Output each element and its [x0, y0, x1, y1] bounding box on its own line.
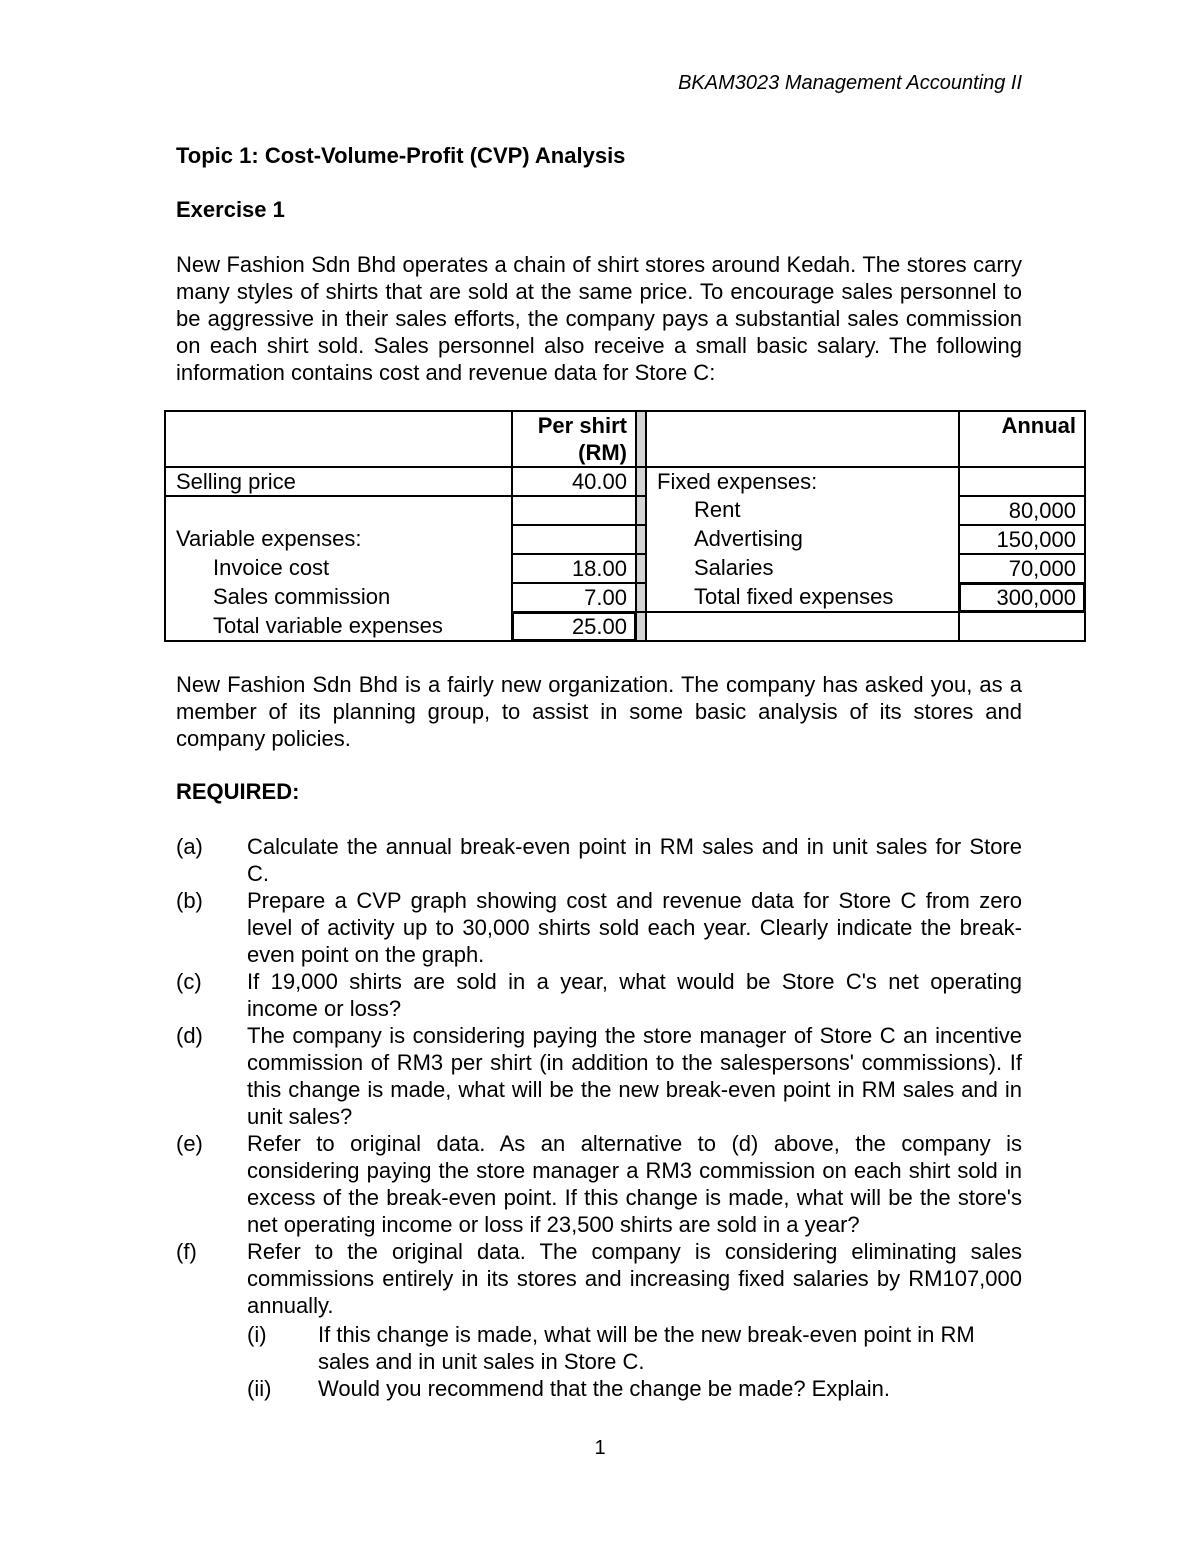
subquestion-label: (i): [247, 1322, 267, 1347]
subquestion-label: (ii): [247, 1376, 272, 1401]
question-text: Refer to original data. As an alternative to (d) above, the company is considering paying the store manager a RM3 commission on each shirt sold in excess of the break-even point. If this change is made, what will be the store's net operating income or loss if 23,500 shirts are sold in a year?: [247, 1131, 1022, 1237]
row-label: Total fixed expenses: [646, 583, 959, 612]
annual-value: [959, 467, 1085, 496]
context-paragraph: New Fashion Sdn Bhd is a fairly new organization. The company has asked you, as a member of its planning group, to assist in some basic analysis of its stores and company policies.: [176, 672, 1022, 751]
per-shirt-value: 25.00: [512, 612, 636, 641]
question-label: (f): [176, 1239, 197, 1264]
annual-header: Annual: [959, 411, 1085, 467]
question-text: Prepare a CVP graph showing cost and revenue data for Store C from zero level of activity up to 30,000 shirts sold each year. Clearly indicate the break-even point on the graph.: [247, 888, 1022, 967]
table-cell: [165, 411, 512, 467]
row-label: Rent: [646, 496, 959, 525]
row-label: Invoice cost: [165, 554, 512, 583]
row-label: [646, 612, 959, 641]
row-label: [165, 496, 512, 525]
required-heading: REQUIRED:: [176, 779, 300, 804]
row-label: Selling price: [165, 467, 512, 496]
table-header-row: [165, 411, 1085, 467]
exercise-heading: Exercise 1: [176, 197, 285, 222]
table-row: [165, 496, 1085, 525]
row-label: Variable expenses:: [165, 525, 512, 554]
table-gap: [636, 583, 646, 612]
question-text: Calculate the annual break-even point in RM sales and in unit sales for Store C.: [247, 834, 1022, 886]
annual-value: 70,000: [959, 554, 1085, 583]
annual-value: 80,000: [959, 496, 1085, 525]
question-text: If 19,000 shirts are sold in a year, what would be Store C's net operating income or loss?: [247, 969, 1022, 1021]
table-row: [165, 525, 1085, 554]
intro-paragraph: New Fashion Sdn Bhd operates a chain of shirt stores around Kedah. The stores carry many styles of shirts that are sold at the same price. To encourage sales personnel to be aggressive in their sales efforts, the company pays a substantial sales commission on each shirt sold. Sales personnel also receive a small basic salary. The following information contains cost and revenue data for Store C:: [176, 252, 1022, 385]
annual-value: 150,000: [959, 525, 1085, 554]
running-header: BKAM3023 Management Accounting II: [678, 72, 1022, 94]
per-shirt-value: [512, 525, 636, 554]
question-label: (b): [176, 888, 203, 913]
topic-title: Topic 1: Cost-Volume-Profit (CVP) Analysis: [176, 143, 626, 168]
page-number: 1: [594, 1437, 606, 1459]
per-shirt-value: 18.00: [512, 554, 636, 583]
question-label: (d): [176, 1023, 203, 1048]
row-label: Salaries: [646, 554, 959, 583]
table-gap: [636, 496, 646, 525]
per-shirt-value: [512, 496, 636, 525]
question-text: The company is considering paying the store manager of Store C an incentive commission of RM3 per shirt (in addition to the salespersons' commissions). If this change is made, what will be the new break-even point in RM sales and in unit sales?: [247, 1023, 1022, 1129]
table-cell: [646, 411, 959, 467]
annual-value: 300,000: [959, 583, 1085, 612]
table-row: [165, 612, 1085, 641]
table-row: [165, 554, 1085, 583]
table-row: [165, 583, 1085, 612]
table-gap: [636, 612, 646, 641]
annual-value: [959, 612, 1085, 641]
table-gap: [636, 525, 646, 554]
row-label: Advertising: [646, 525, 959, 554]
question-label: (e): [176, 1131, 203, 1156]
table-row: [165, 467, 1085, 496]
row-label: Sales commission: [165, 583, 512, 612]
subquestion-text: Would you recommend that the change be made? Explain.: [318, 1376, 890, 1401]
row-label: Fixed expenses:: [646, 467, 959, 496]
table-gap: [636, 467, 646, 496]
question-label: (a): [176, 834, 203, 859]
table-gap: [636, 411, 646, 467]
per-shirt-header: Per shirt (RM): [512, 411, 636, 467]
row-label: Total variable expenses: [165, 612, 512, 641]
table-gap: [636, 554, 646, 583]
cost-revenue-table: [164, 410, 1086, 642]
question-text: Refer to the original data. The company is considering eliminating sales commissions entirely in its stores and increasing fixed salaries by RM107,000 annually.: [247, 1239, 1022, 1318]
question-label: (c): [176, 969, 202, 994]
per-shirt-value: 40.00: [512, 467, 636, 496]
per-shirt-value: 7.00: [512, 583, 636, 612]
subquestion-text: If this change is made, what will be the new break-even point in RM sales and in unit sales in Store C.: [318, 1322, 975, 1374]
